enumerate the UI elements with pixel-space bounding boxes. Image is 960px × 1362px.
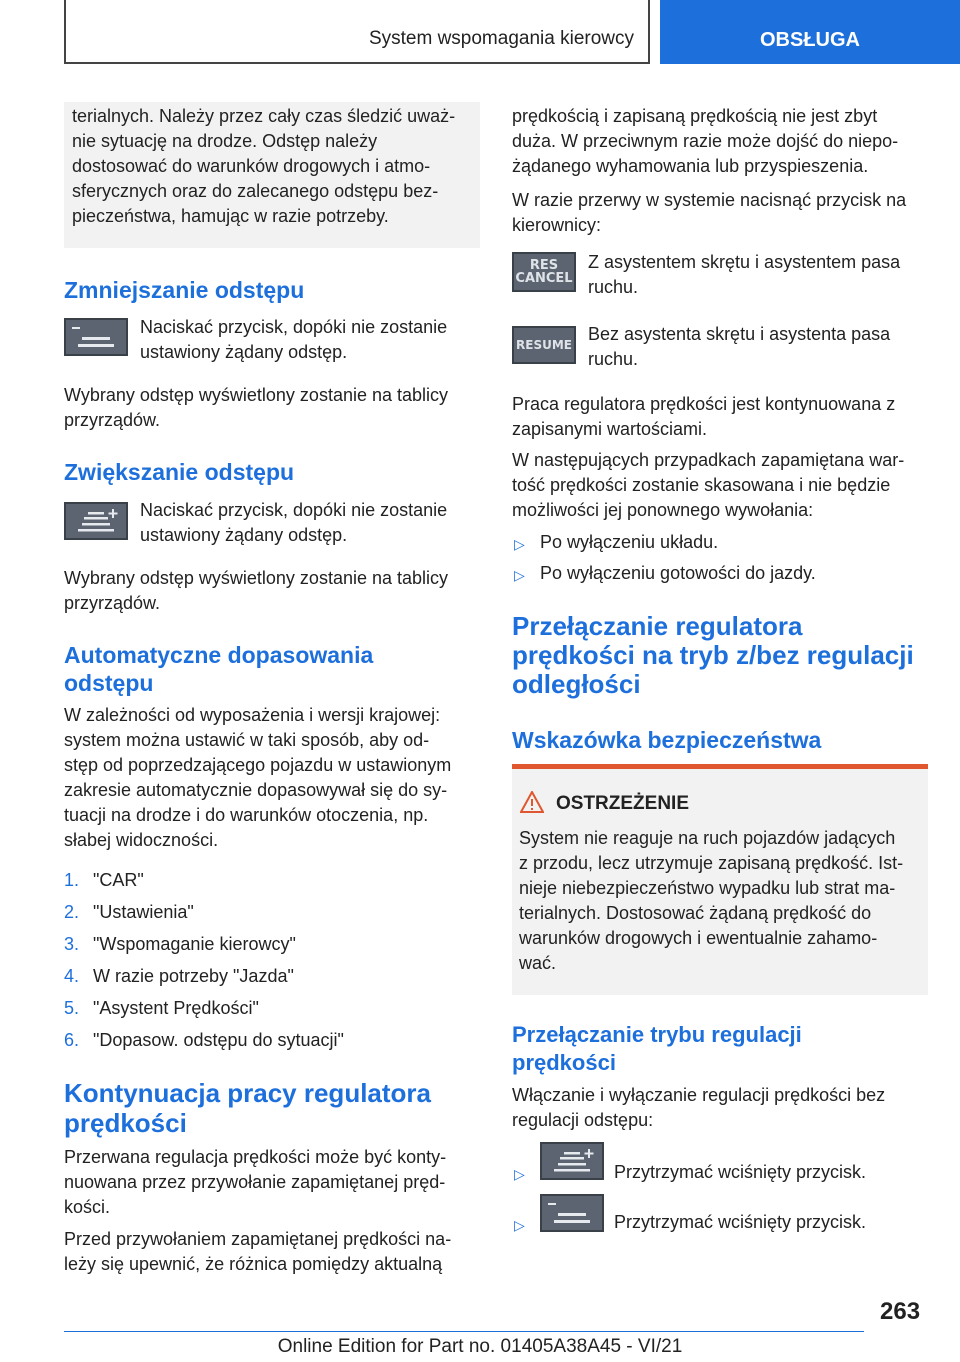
distance-plus-icon xyxy=(68,506,124,536)
step-text: "Ustawienia" xyxy=(93,902,194,922)
resume-label: RESUME xyxy=(516,337,572,352)
resume-button-image xyxy=(512,326,576,364)
res-cancel-button-image xyxy=(512,252,576,292)
distance-decrease-button-image xyxy=(64,318,128,356)
step-text: W razie potrzeby "Jazda" xyxy=(93,966,294,986)
mode-bullet: Przytrzymać wciśnięty przycisk. xyxy=(614,1212,867,1232)
chapter-tab xyxy=(660,0,960,64)
page-number: 263 xyxy=(880,1298,921,1325)
section-title: System wspomagania kierowcy xyxy=(368,28,634,49)
continued-note-text: terialnych. Należy przez cały czas śledzić uważ- nie sytuację na drodze. Odstęp należy dostosować do warunków drogowych i atmo- sferycznych oraz do zalecanego odstępu bez- pieczeństwa, hamując w razie potrzeby. xyxy=(72,106,456,226)
res-cancel-label: RES CANCEL xyxy=(515,258,573,286)
heading-increase-distance: Zwiększanie odstępu xyxy=(64,459,295,485)
footer-divider xyxy=(64,1331,864,1332)
speed-difference-text: prędkością i zapisaną prędkością nie jest zbyt duża. W przeciwnym razie może dojść do niepo- żądanego wyhamowania lub przyspieszenia. xyxy=(512,106,899,176)
heading-automatic-distance: Automatyczne dopasowania odstępu xyxy=(64,642,374,696)
step-number: 1. xyxy=(64,870,80,890)
res-cancel-description: Z asystentem skrętu i asystentem pasa ruchu. xyxy=(588,252,901,297)
heading-mode-switch: Przełączanie trybu regulacji prędkości xyxy=(512,1022,802,1075)
reset-bullet: Po wyłączeniu gotowości do jazdy. xyxy=(540,563,816,583)
increase-instructions: Naciskać przycisk, dopóki nie zostanie ustawiony żądany odstęp. xyxy=(140,500,448,545)
step-number: 4. xyxy=(64,966,80,986)
reset-conditions-text: W następujących przypadkach zapamiętana war- tość prędkości zostanie skasowana i nie będzie możliwości jej ponownego wywołania: xyxy=(512,450,905,520)
heading-switch-mode: Przełączanie regulatora prędkości na tryb z/bez regulacji odległości xyxy=(512,611,914,699)
header-section-title xyxy=(64,0,650,64)
bullet-triangle-icon: ▷ xyxy=(514,567,525,583)
reset-bullet: Po wyłączeniu układu. xyxy=(540,532,719,552)
decrease-result-text: Wybrany odstęp wyświetlony zostanie na tablicy przyrządów. xyxy=(64,385,449,430)
bullet-triangle-icon: ▷ xyxy=(514,1217,525,1233)
warning-triangle-icon xyxy=(520,791,544,813)
step-text: "Dopasow. odstępu do sytuacji" xyxy=(93,1030,344,1050)
distance-decrease-button-image xyxy=(540,1194,604,1232)
mode-switch-text: Włączanie i wyłączanie regulacji prędkości bez regulacji odstępu: xyxy=(512,1085,886,1130)
distance-minus-icon xyxy=(544,1199,600,1227)
distance-minus-icon xyxy=(68,323,124,351)
distance-plus-icon xyxy=(544,1146,600,1176)
footer-edition-text: Online Edition for Part no. 01405A38A45 - VI/21 xyxy=(277,1336,683,1357)
warning-title: OSTRZEŻENIE xyxy=(556,793,690,814)
heading-continue-cruise: Kontynuacja pracy regulatora prędkości xyxy=(64,1078,431,1138)
continued-values-text: Praca regulatora prędkości jest kontynuowana z zapisanymi wartościami. xyxy=(512,394,896,439)
footer-edition xyxy=(0,1336,960,1358)
step-text: "Asystent Prędkości" xyxy=(93,998,259,1018)
decrease-instructions: Naciskać przycisk, dopóki nie zostanie ustawiony żądany odstęp. xyxy=(140,317,448,362)
bullet-triangle-icon: ▷ xyxy=(514,536,525,552)
chapter-tab-label: OBSŁUGA xyxy=(760,29,860,51)
step-number: 3. xyxy=(64,934,80,954)
mode-bullet: Przytrzymać wciśnięty przycisk. xyxy=(614,1162,867,1182)
heading-safety-note: Wskazówka bezpieczeństwa xyxy=(512,727,822,753)
bullet-triangle-icon: ▷ xyxy=(514,1166,525,1182)
distance-increase-button-image xyxy=(64,502,128,540)
heading-decrease-distance: Zmniejszanie odstępu xyxy=(64,277,305,303)
continue-text-2: Przed przywołaniem zapamiętanej prędkości na- leży się upewnić, że różnica pomiędzy aktualną xyxy=(64,1229,452,1274)
continue-text: Przerwana regulacja prędkości może być konty- nuowana przez przywołanie zapamiętanej pręd- kości. xyxy=(64,1147,447,1217)
step-number: 2. xyxy=(64,902,80,922)
step-text: "CAR" xyxy=(93,870,144,890)
step-number: 5. xyxy=(64,998,80,1018)
automatic-distance-text: W zależności od wyposażenia i wersji krajowej: system można ustawić w taki sposób, aby od- stęp od poprzedzającego pojazdu w ustawionym zakresie automatycznie dopasowywał się do sy- tuacji na drodze i do warunków otoczenia, np. słabej widoczności. xyxy=(64,705,452,850)
resume-description: Bez asystenta skrętu i asystenta pasa ruchu. xyxy=(588,324,891,369)
step-number: 6. xyxy=(64,1030,80,1050)
distance-increase-button-image xyxy=(540,1142,604,1180)
step-text: "Wspomaganie kierowcy" xyxy=(93,934,296,954)
interruption-text: W razie przerwy w systemie nacisnąć przycisk na kierownicy: xyxy=(512,190,907,235)
increase-result-text: Wybrany odstęp wyświetlony zostanie na tablicy przyrządów. xyxy=(64,568,449,613)
warning-text: System nie reaguje na ruch pojazdów jadących z przodu, lecz utrzymuje zapisaną prędkość. Ist- nieje niebezpieczeństwo wypadku lub strat ma- terialnych. Dostosować żądaną prędkość do warunków drogowych i ewentualnie zahamo- wać. xyxy=(519,828,904,973)
